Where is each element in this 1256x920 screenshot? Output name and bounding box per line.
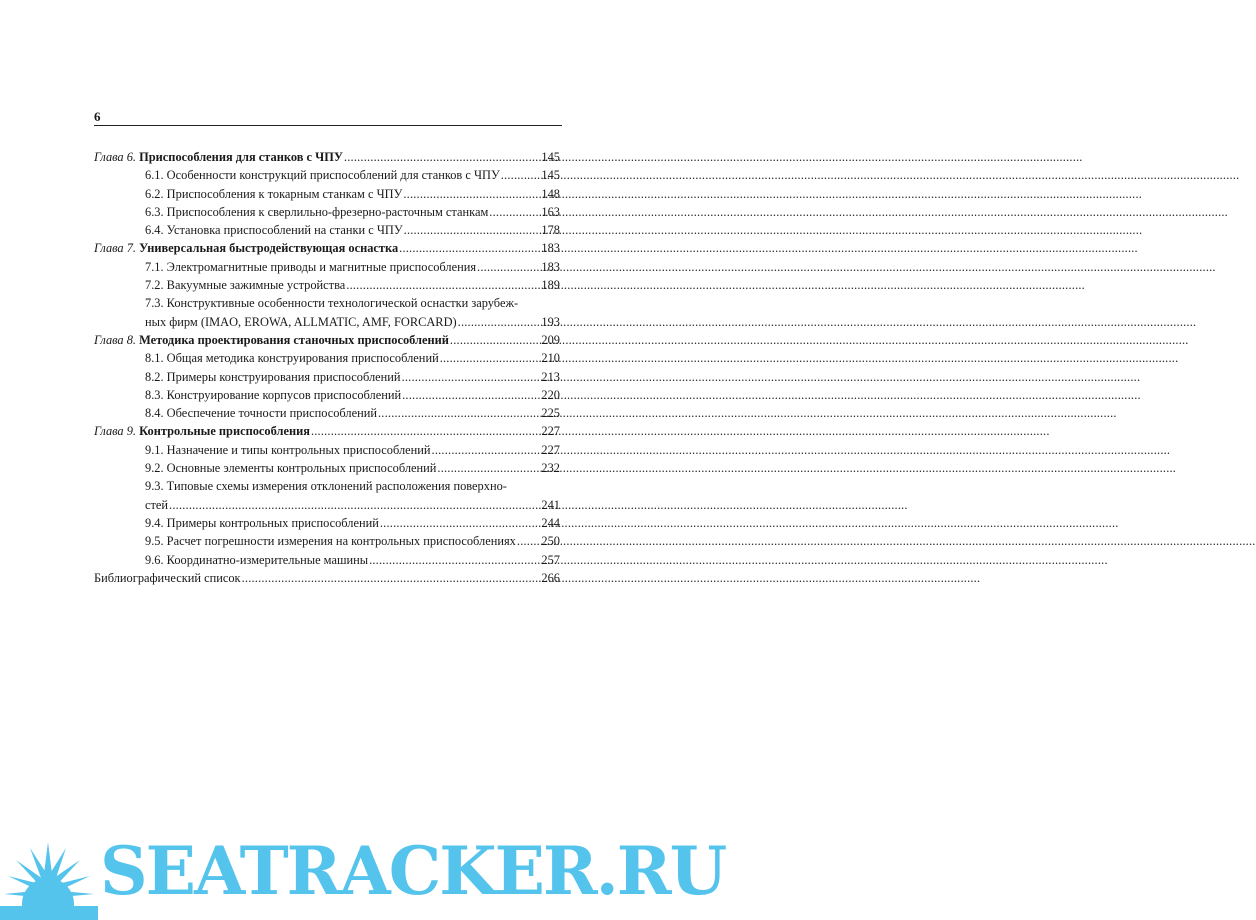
dot-leader [450,331,537,349]
page-ref: 257 [541,552,560,567]
dot-leader [311,422,537,440]
page-ref: 232 [541,461,560,476]
dot-leader [344,148,537,166]
section-title: 9.4. Примеры контрольных приспособлений [145,515,379,530]
dot-leader [489,203,537,221]
chapter-title: Универсальная быстродействующая оснастка [139,241,399,256]
page-ref: 145 [541,168,560,183]
page-ref: 225 [541,406,560,421]
toc-bibliography[interactable] [94,569,560,587]
page-ref: 209 [541,332,560,347]
page-ref: 145 [541,150,560,164]
chapter-title: Методика проектирования станочных приспособлений [139,332,449,347]
section-title: 6.4. Установка приспособлений на станки с ЧПУ [145,223,403,238]
chapter-label: Глава 8. [94,332,137,347]
dot-leader [378,404,537,422]
toc-section-6-2[interactable] [94,185,560,203]
toc-chapter-7[interactable] [94,239,560,257]
dot-leader [403,185,537,203]
toc-section-6-1[interactable] [94,166,560,184]
watermark-logo: SEATRACKER.RU [100,832,726,910]
section-title: 9.2. Основные элементы контрольных приспособлений [145,461,437,476]
page-ref: 183 [541,241,560,256]
page-ref: 163 [541,204,560,219]
dot-leader [369,551,537,569]
dot-leader [402,386,537,404]
dot-leader [399,239,537,257]
section-title: 7.2. Вакуумные зажимные устройства [145,278,346,293]
header-rule [94,125,562,126]
dot-leader [346,276,537,294]
section-title-line2: ных фирм (IMAO, EROWA, ALLMATIC, AMF, FORCARD) [145,314,457,329]
page-ref: 220 [541,387,560,402]
dot-leader [458,313,537,331]
dot-leader [440,349,537,367]
dot-leader [404,221,537,239]
section-title-line1: 9.3. Типовые схемы измерения отклонений расположения поверхно- [145,479,507,494]
dot-leader [437,459,537,477]
toc-section-9-4[interactable] [94,514,560,532]
page-ref: 193 [541,314,560,329]
chapter-title: Приспособления для станков с ЧПУ [139,150,343,164]
page-ref: 148 [541,186,560,201]
bibliography-title: Библиографический список [94,570,241,585]
toc-chapter-6[interactable] [94,148,560,166]
page-ref: 250 [541,534,560,549]
toc-section-9-3[interactable] [94,496,560,514]
section-title: 9.6. Координатно-измерительные машины [145,552,369,567]
page-ref: 266 [541,570,560,585]
section-title: 9.5. Расчет погрешности измерения на контрольных приспособлениях [145,534,516,549]
section-title: 7.1. Электромагнитные приводы и магнитные приспособления [145,259,477,274]
page-ref: 244 [541,515,560,530]
toc-section-8-4[interactable] [94,404,560,422]
chapter-label: Глава 9. [94,424,137,439]
dot-leader [169,496,537,514]
page-number: 6 [94,109,101,124]
dot-leader [432,441,537,459]
toc-section-9-2[interactable] [94,459,560,477]
dot-leader [402,368,537,386]
toc-chapter-9[interactable] [94,422,560,440]
section-title: 6.3. Приспособления к сверлильно-фрезерно-расточным станкам [145,204,489,219]
toc-section-9-1[interactable] [94,441,560,459]
section-title-line1: 7.3. Конструктивные особенности технологической оснастки зарубеж- [145,296,519,311]
dot-leader [380,514,537,532]
page-ref: 210 [541,351,560,366]
toc-chapter-8[interactable] [94,331,560,349]
toc-section-9-5[interactable] [94,532,560,550]
dot-leader [242,569,537,587]
toc-section-9-6[interactable] [94,551,560,569]
section-title: 6.1. Особенности конструкций приспособлений для станков с ЧПУ [145,168,500,183]
toc-section-7-2[interactable] [94,276,560,294]
toc-section-7-3[interactable] [94,313,560,331]
chapter-title: Контрольные приспособления [139,424,310,439]
toc-section-6-4[interactable] [94,221,560,239]
page-ref: 189 [541,278,560,293]
toc-section-8-1[interactable] [94,349,560,367]
dot-leader [501,166,537,184]
page-ref: 241 [541,497,560,512]
section-title: 8.4. Обеспечение точности приспособлений [145,406,377,421]
page-ref: 213 [541,369,560,384]
page-ref: 227 [541,424,560,439]
page-ref: 178 [541,223,560,238]
section-title: 8.3. Конструирование корпусов приспособлений [145,387,402,402]
toc-section-6-3[interactable] [94,203,560,221]
toc-section-8-3[interactable] [94,386,560,404]
toc-section-8-2[interactable] [94,368,560,386]
section-title: 8.2. Примеры конструирования приспособлений [145,369,401,384]
section-title-line2: стей [145,497,169,512]
section-title: 9.1. Назначение и типы контрольных приспособлений [145,442,431,457]
chapter-label: Глава 7. [94,241,137,256]
table-of-contents [94,148,560,587]
section-title: 8.1. Общая методика конструирования приспособлений [145,351,439,366]
dot-leader [517,532,537,550]
chapter-label: Глава 6. [94,150,137,164]
dot-leader [477,258,537,276]
toc-section-7-1[interactable] [94,258,560,276]
page-ref: 227 [541,442,560,457]
page-ref: 183 [541,259,560,274]
section-title: 6.2. Приспособления к токарным станкам с ЧПУ [145,186,403,201]
